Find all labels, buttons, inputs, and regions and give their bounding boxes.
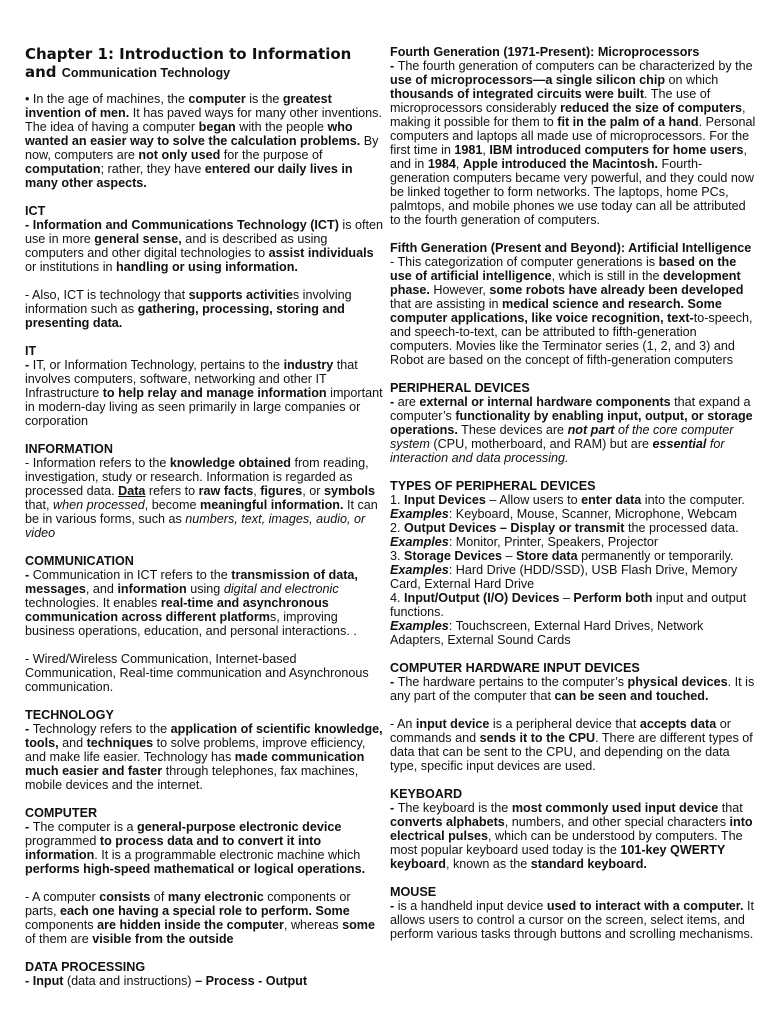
text-run: The hardware pertains to the computer’s xyxy=(397,675,628,689)
text-run: to solve problems, improve efficiency, and make life easier. Technology has xyxy=(25,736,366,764)
text-run: or institutions in xyxy=(25,260,116,274)
it-section xyxy=(25,344,383,428)
text-run: handling or using information. xyxy=(116,260,298,274)
text-run: Storage Devices xyxy=(404,549,503,563)
list-line xyxy=(390,549,756,563)
it-heading: IT xyxy=(25,344,37,358)
text-run: , making it possible for them to xyxy=(390,101,746,129)
right-column xyxy=(390,45,756,955)
text-run: Examples xyxy=(390,535,449,549)
hardware-input-paragraph-1 xyxy=(390,675,756,703)
communication-paragraph-1 xyxy=(25,568,383,638)
hardware-input-heading: COMPUTER HARDWARE INPUT DEVICES xyxy=(390,661,640,675)
text-run: of the core computer system xyxy=(390,423,734,451)
text-run: The keyboard is the xyxy=(397,801,512,815)
text-run: s, improving business operations, education, and personal interactions. . xyxy=(25,610,357,638)
text-run: some xyxy=(342,918,375,932)
peripheral-devices-section xyxy=(390,381,756,465)
text-run: with the people xyxy=(235,120,328,134)
text-run: Examples xyxy=(390,563,449,577)
text-run: components xyxy=(25,918,98,932)
text-run: Input/Output (I/O) Devices xyxy=(404,591,560,605)
text-run: , become xyxy=(144,498,201,512)
text-run: programmed xyxy=(25,834,100,848)
text-run: of xyxy=(150,890,168,904)
hardware-input-paragraph-2 xyxy=(390,717,756,773)
text-run: information xyxy=(117,582,187,596)
text-run: . There are different types of data that can be sent to the CPU, and depending on the data type, specific input devices are used. xyxy=(390,731,753,773)
text-run: – xyxy=(502,549,517,563)
text-run: Communication in ICT refers to the xyxy=(32,568,232,582)
title-tail: Communication Technology xyxy=(61,66,231,80)
text-run: of them are xyxy=(25,932,93,946)
text-run: , and xyxy=(85,582,118,596)
text-run: application of scientific knowledge, tools, xyxy=(25,722,383,750)
communication-heading: COMMUNICATION xyxy=(25,554,134,568)
fourth-generation-heading: Fourth Generation (1971-Present): Microprocessors xyxy=(390,45,700,59)
text-run: permanently or temporarily. xyxy=(577,549,734,563)
text-run: from reading, investigation, study or research. Information is regarded as processed data. xyxy=(25,456,369,498)
ict-section xyxy=(25,204,383,274)
text-run: IT, or Information Technology, pertains to the xyxy=(32,358,284,372)
list-line xyxy=(390,493,756,507)
text-run: some robots have already been developed xyxy=(489,283,744,297)
hardware-input-section-2 xyxy=(390,717,756,773)
peripheral-devices-paragraph xyxy=(390,395,756,465)
text-run: converts alphabets xyxy=(390,815,505,829)
text-run: – Process - Output xyxy=(195,974,308,988)
text-run: figures xyxy=(260,484,303,498)
text-run: These devices are xyxy=(457,423,568,437)
text-run: Examples xyxy=(390,507,449,521)
text-run: . The use of microprocessors considerably xyxy=(390,87,711,115)
list-line xyxy=(390,563,756,591)
text-run: to-speech, and speech-to-text, can be attributed to fifth-generation computers. Movies like the Terminator series (1, 2, and 3) and Robot are based on the concept of fifth-generation computers xyxy=(390,311,753,367)
list-line xyxy=(390,619,756,647)
communication-paragraph-2 xyxy=(25,652,383,694)
text-run: external or internal hardware components xyxy=(419,395,671,409)
text-run: By now, computers are xyxy=(25,134,379,162)
text-run: IBM introduced computers for home users xyxy=(489,143,744,157)
left-column xyxy=(25,45,383,1002)
text-run: - xyxy=(390,899,398,913)
text-run: that are assisting in xyxy=(390,297,503,311)
text-run: are xyxy=(397,395,420,409)
text-run: used to interact with a computer. xyxy=(546,899,744,913)
text-run: greatest invention of men. xyxy=(25,92,332,120)
text-run: - Wired/Wireless Communication, Internet-based Communication, Real-time communication and Asynchronous communication. xyxy=(25,652,369,694)
data-processing-heading: DATA PROCESSING xyxy=(25,960,146,974)
technology-heading: TECHNOLOGY xyxy=(25,708,114,722)
text-run: . It is a programmable electronic machine which xyxy=(94,848,361,862)
text-run: gathering, processing, storing and presenting data. xyxy=(25,302,345,330)
text-run: It allows users to control a cursor on the screen, select items, and perform various tasks through buttons and scrolling mechanisms. xyxy=(390,899,754,941)
text-run: numbers, text, images, audio, or video xyxy=(25,512,366,540)
text-run: physical devices xyxy=(627,675,728,689)
text-run: • In the age of machines, the xyxy=(25,92,189,106)
text-run: raw facts xyxy=(198,484,254,498)
text-run: Technology refers to the xyxy=(32,722,171,736)
data-processing-paragraph xyxy=(25,974,383,988)
text-run: Fourth-generation computers became very powerful, and they could now be linked together to form networks. The laptops, home PCs, palmtops, and mobile phones we use today can all be attributed to the fourth generation of computers. xyxy=(390,157,755,227)
information-section xyxy=(25,442,383,540)
text-run: based on the use of artificial intelligence xyxy=(390,255,737,283)
text-run: that xyxy=(718,801,743,815)
text-run: : Keyboard, Mouse, Scanner, Microphone, Webcam xyxy=(448,507,737,521)
text-run: general sense, xyxy=(94,232,182,246)
text-run: , xyxy=(482,143,490,157)
text-run: , numbers, and other special characters xyxy=(504,815,730,829)
text-run: knowledge obtained xyxy=(169,456,291,470)
text-run: on which xyxy=(665,73,719,87)
text-run: thousands of integrated circuits were built xyxy=(390,87,645,101)
data-processing-section xyxy=(25,960,383,988)
text-run: 1984 xyxy=(427,157,456,171)
text-run: consists xyxy=(99,890,151,904)
text-run: for the purpose of xyxy=(220,148,323,162)
text-run: Examples xyxy=(390,619,449,633)
ict-paragraph-1 xyxy=(25,218,383,274)
ict-paragraph-2 xyxy=(25,288,383,330)
intro-section xyxy=(25,92,383,190)
text-run: . It is any part of the computer that xyxy=(390,675,755,703)
text-run: technologies. It enables xyxy=(25,596,161,610)
text-run: techniques xyxy=(86,736,154,750)
text-run: ; rather, they have xyxy=(100,162,205,176)
text-run: into electrical pulses xyxy=(390,815,753,843)
computer-section-2 xyxy=(25,890,383,946)
text-run: However, xyxy=(429,283,490,297)
text-run: - xyxy=(390,675,398,689)
text-run: – Allow users to xyxy=(485,493,582,507)
text-run: assist individuals xyxy=(268,246,374,260)
text-run: that expand a computer’s xyxy=(390,395,751,423)
list-line xyxy=(390,521,756,535)
technology-paragraph xyxy=(25,722,383,792)
text-run: made communication much easier and faster xyxy=(25,750,365,778)
peripheral-devices-heading: PERIPHERAL DEVICES xyxy=(390,381,530,395)
intro-paragraph xyxy=(25,92,383,190)
text-run: , xyxy=(455,157,463,171)
text-run: - xyxy=(25,358,33,372)
text-run: : Hard Drive (HDD/SSD), USB Flash Drive, Memory Card, External Hard Drive xyxy=(390,563,738,591)
text-run: when processed xyxy=(53,498,145,512)
text-run: , or xyxy=(302,484,324,498)
text-run: , known as the xyxy=(446,857,531,871)
text-run: - Input xyxy=(25,974,64,988)
text-run: Input Devices xyxy=(404,493,486,507)
information-heading: INFORMATION xyxy=(25,442,113,456)
text-run: - xyxy=(25,568,33,582)
keyboard-paragraph xyxy=(390,801,756,871)
fourth-generation-paragraph xyxy=(390,59,756,227)
text-run: Output Devices – Display or transmit xyxy=(404,521,625,535)
text-run: enter data xyxy=(581,493,642,507)
keyboard-heading: KEYBOARD xyxy=(390,787,463,801)
text-run: - This categorization of computer generations is xyxy=(390,255,659,269)
communication-section xyxy=(25,554,383,638)
text-run: - xyxy=(390,59,398,73)
text-run: computer xyxy=(188,92,246,106)
text-run: or commands and xyxy=(390,717,731,745)
text-run: The fourth generation of computers can be characterized by the xyxy=(397,59,753,73)
text-run: input and output functions. xyxy=(390,591,747,619)
text-run: performs high-speed mathematical or logical operations. xyxy=(25,862,366,876)
types-list xyxy=(390,493,756,647)
text-run: medical science and research. Some computer applications, like voice recognition, text- xyxy=(390,297,722,325)
text-run: It has paved ways for many other inventions. The idea of having a computer xyxy=(25,106,382,134)
text-run: is the xyxy=(245,92,283,106)
text-run: symbols xyxy=(323,484,376,498)
text-run: for interaction and data processing. xyxy=(390,437,725,465)
text-run: : Touchscreen, External Hard Drives, Network Adapters, External Sound Cards xyxy=(390,619,704,647)
text-run: essential xyxy=(652,437,707,451)
mouse-heading: MOUSE xyxy=(390,885,437,899)
computer-heading: COMPUTER xyxy=(25,806,98,820)
communication-section-2 xyxy=(25,652,383,694)
text-run: is a peripheral device that xyxy=(489,717,640,731)
text-run: 101-key QWERTY keyboard xyxy=(390,843,726,871)
text-run: 1. xyxy=(390,493,405,507)
computer-paragraph-1 xyxy=(25,820,383,876)
text-run: 3. xyxy=(390,549,405,563)
text-run: - xyxy=(25,820,33,834)
text-run: - xyxy=(25,722,33,736)
text-run: important in modern-day living as seen primarily in large companies or corporation xyxy=(25,386,383,428)
computer-section xyxy=(25,806,383,876)
text-run: reduced the size of computers xyxy=(560,101,743,115)
text-run: use of microprocessors—a single silicon chip xyxy=(390,73,666,87)
text-run: and is described as using computers and other digital technologies to xyxy=(25,232,328,260)
title-main: Chapter 1: Introduction to Information and xyxy=(25,45,352,81)
fifth-generation-paragraph xyxy=(390,255,756,367)
text-run: digital and electronic xyxy=(223,582,339,596)
text-run: each one having a special role to perform. Some xyxy=(60,904,350,918)
text-run: input device xyxy=(415,717,490,731)
computer-paragraph-2 xyxy=(25,890,383,946)
types-of-peripheral-heading: TYPES OF PERIPHERAL DEVICES xyxy=(390,479,596,493)
text-run: - xyxy=(390,395,398,409)
list-line xyxy=(390,507,756,521)
text-run: visible from the outside xyxy=(92,932,234,946)
text-run: using xyxy=(186,582,224,596)
text-run: - xyxy=(390,801,398,815)
fourth-generation-section xyxy=(390,45,756,227)
text-run: that, xyxy=(25,498,54,512)
text-run: - Information and Communications Technology (ICT) xyxy=(25,218,339,232)
text-run: s involving information such as xyxy=(25,288,352,316)
text-run: the processed data. xyxy=(624,521,739,535)
text-run: , which can be understood by computers. The most popular keyboard used today is the xyxy=(390,829,743,857)
text-run: fit in the palm of a hand xyxy=(557,115,699,129)
text-run: development phase. xyxy=(390,269,741,297)
text-run: , and in xyxy=(390,143,747,171)
text-run: – xyxy=(559,591,574,605)
page-title xyxy=(25,45,383,82)
text-run: began xyxy=(198,120,236,134)
text-run: not part xyxy=(567,423,615,437)
text-run: refers to xyxy=(145,484,199,498)
text-run: real-time and asynchronous communication across different platform xyxy=(25,596,329,624)
information-paragraph xyxy=(25,456,383,540)
text-run: to help relay and manage information xyxy=(102,386,327,400)
text-run: through telephones, fax machines, mobile devices and the internet. xyxy=(25,764,359,792)
fifth-generation-section xyxy=(390,241,756,367)
text-run: to process data and to convert it into information xyxy=(25,834,322,862)
text-run: components or parts, xyxy=(25,890,351,918)
text-run: functionality by enabling input, output, or storage operations. xyxy=(390,409,753,437)
mouse-paragraph xyxy=(390,899,756,941)
list-line xyxy=(390,535,756,549)
text-run: Data xyxy=(118,484,146,498)
text-run: industry xyxy=(283,358,334,372)
text-run: Store data xyxy=(516,549,578,563)
text-run: most commonly used input device xyxy=(511,801,719,815)
text-run: It can be in various forms, such as xyxy=(25,498,378,526)
text-run: - A computer xyxy=(25,890,100,904)
ict-section-2 xyxy=(25,288,383,330)
text-run: - An xyxy=(390,717,416,731)
text-run: meaningful information. xyxy=(200,498,344,512)
types-of-peripheral-section xyxy=(390,479,756,647)
text-run: , xyxy=(253,484,261,498)
text-run: and xyxy=(58,736,87,750)
text-run: entered our daily lives in many other aspects. xyxy=(25,162,353,190)
text-run: Perform both xyxy=(573,591,653,605)
text-run: standard keyboard. xyxy=(530,857,647,871)
text-run: 1981 xyxy=(454,143,483,157)
text-run: supports activitie xyxy=(188,288,293,302)
text-run: sends it to the CPU xyxy=(479,731,596,745)
text-run: not only used xyxy=(138,148,221,162)
it-paragraph xyxy=(25,358,383,428)
fifth-generation-heading: Fifth Generation (Present and Beyond): Artificial Intelligence xyxy=(390,241,752,255)
hardware-input-section xyxy=(390,661,756,703)
text-run: 4. xyxy=(390,591,405,605)
text-run: , whereas xyxy=(283,918,343,932)
list-line xyxy=(390,591,756,619)
text-run: who wanted an easier way to solve the calculation problems. xyxy=(25,120,361,148)
text-run: - Information refers to the xyxy=(25,456,170,470)
text-run: (CPU, motherboard, and RAM) but are xyxy=(429,437,653,451)
text-run: - Also, ICT is technology that xyxy=(25,288,189,302)
text-run: , which is still in the xyxy=(551,269,663,283)
text-run: (data and instructions) xyxy=(63,974,196,988)
text-run: can be seen and touched. xyxy=(554,689,709,703)
text-run: many electronic xyxy=(167,890,264,904)
text-run: . Personal computers and laptops all made use of microprocessors. For the first time in xyxy=(390,115,756,157)
text-run: is often use in more xyxy=(25,218,383,246)
text-run: transmission of data, messages xyxy=(25,568,358,596)
keyboard-section xyxy=(390,787,756,871)
mouse-section xyxy=(390,885,756,941)
text-run: 2. xyxy=(390,521,405,535)
technology-section xyxy=(25,708,383,792)
text-run: that involves computers, software, networking and other IT Infrastructure xyxy=(25,358,358,400)
text-run: are hidden inside the computer xyxy=(97,918,284,932)
text-run: into the computer. xyxy=(641,493,745,507)
text-run: computation xyxy=(25,162,101,176)
text-run: Apple introduced the Macintosh. xyxy=(462,157,659,171)
text-run: The computer is a xyxy=(32,820,137,834)
text-run: is a handheld input device xyxy=(397,899,547,913)
text-run: : Monitor, Printer, Speakers, Projector xyxy=(448,535,659,549)
text-run: accepts data xyxy=(639,717,717,731)
ict-heading: ICT xyxy=(25,204,46,218)
text-run: general-purpose electronic device xyxy=(137,820,342,834)
